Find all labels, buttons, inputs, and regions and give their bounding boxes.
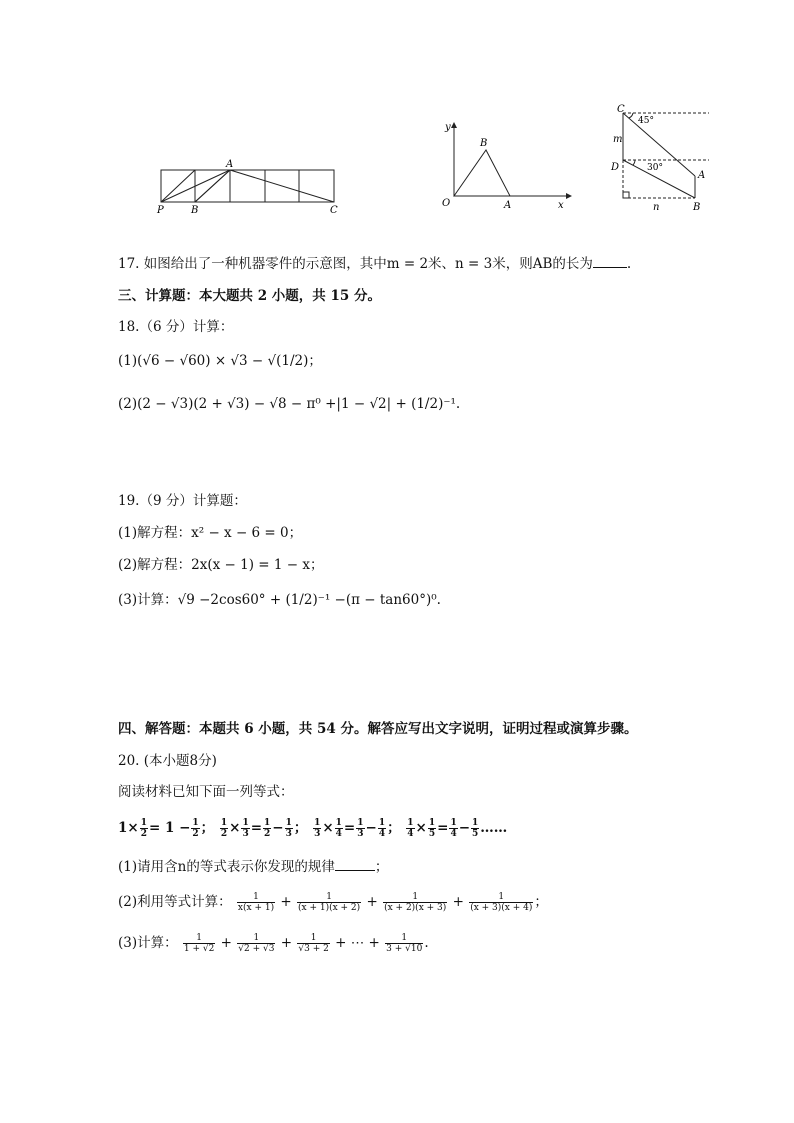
label-O: O [442,198,451,209]
question-20-part1: (1)请用含n的等式表示你发现的规律 ； [118,859,389,875]
label-A3: A [698,170,706,181]
label-P: P [157,205,164,215]
label-D3: D [611,162,620,173]
figure-angles [605,100,715,215]
question-18-part2: (2)(2 − √3)(2 + √3) − √8 − π⁰ +|1 − √2| + (1/2)⁻¹. [118,396,461,412]
equation-sequence: 1× $\frac{1}{2}$ = 1 − $\frac{1}{2}$ ； $\frac{1}{2}$ × $\frac{1}{3}$ = $\frac{1}{2}$ − $\frac{1}{3}$ ； $\frac{1}{3}$ × $\frac{1}{4}$ = $\frac{1}{3}$ − $\frac{1}{4}$ ； $\frac{1}{4}$ × $\frac{1}{5}$ = $\frac{1}{4}$ − $\frac{1}{5}$ …… [118,818,508,839]
angle-30: 30° [647,163,663,173]
label-y: y [445,122,451,133]
question-20-intro: 阅读材料已知下面一列等式： [118,784,294,800]
figure-grid [150,155,350,215]
question-20-head: 20. (本小题8分) [118,753,217,769]
label-n: n [653,202,660,213]
figure-axes [436,118,576,213]
rule-blank[interactable] [335,858,375,871]
answer-blank[interactable] [593,255,627,268]
label-A2: A [504,200,512,211]
label-B: B [191,205,199,215]
question-19-head: 19.（9 分）计算题： [118,493,247,509]
question-20-part2: (2)利用等式计算： $\frac{1}{x(x + 1)}$ + $\frac{1}{(x + 1)(x + 2)}$ + $\frac{1}{(x + 2)(x + 3)}$ + $\frac{1}{(x + 3)(x + 4)}$ ； [118,892,548,913]
label-C: C [330,205,338,215]
label-B3: B [693,202,701,213]
question-19-part3: (3)计算：√9 −2cos60° + (1/2)⁻¹ −(π − tan60°)⁰. [118,592,441,608]
section-4-title: 四、解答题：本题共 6 小题，共 54 分。解答应写出文字说明，证明过程或演算步骤。 [118,721,638,737]
label-m: m [613,134,623,145]
question-18-head: 18.（6 分）计算： [118,319,234,335]
label-A: A [226,159,234,170]
label-C3: C [617,104,625,115]
section-3-title: 三、计算题：本大题共 2 小题，共 15 分。 [118,288,381,304]
question-18-part1: (1)(√6 − √60) × √3 − √(1/2)； [118,353,322,369]
question-20-part3: (3)计算： $\frac{1}{1 + √2}$ + $\frac{1}{√2 + √3}$ + $\frac{1}{√3 + 2}$ + ⋯ + $\frac{1}{3 + √10}$ . [118,933,429,954]
label-x: x [558,200,564,211]
question-19-part1: (1)解方程：x² − x − 6 = 0； [118,525,303,541]
question-19-part2: (2)解方程：2x(x − 1) = 1 − x； [118,557,324,573]
question-17: 17. 如图给出了一种机器零件的示意图，其中m = 2米、n = 3米，则AB的长为 . [118,256,632,272]
figures-row [0,100,794,220]
grid-rect [161,170,334,202]
angle-45: 45° [638,116,654,126]
label-B2: B [480,138,488,149]
